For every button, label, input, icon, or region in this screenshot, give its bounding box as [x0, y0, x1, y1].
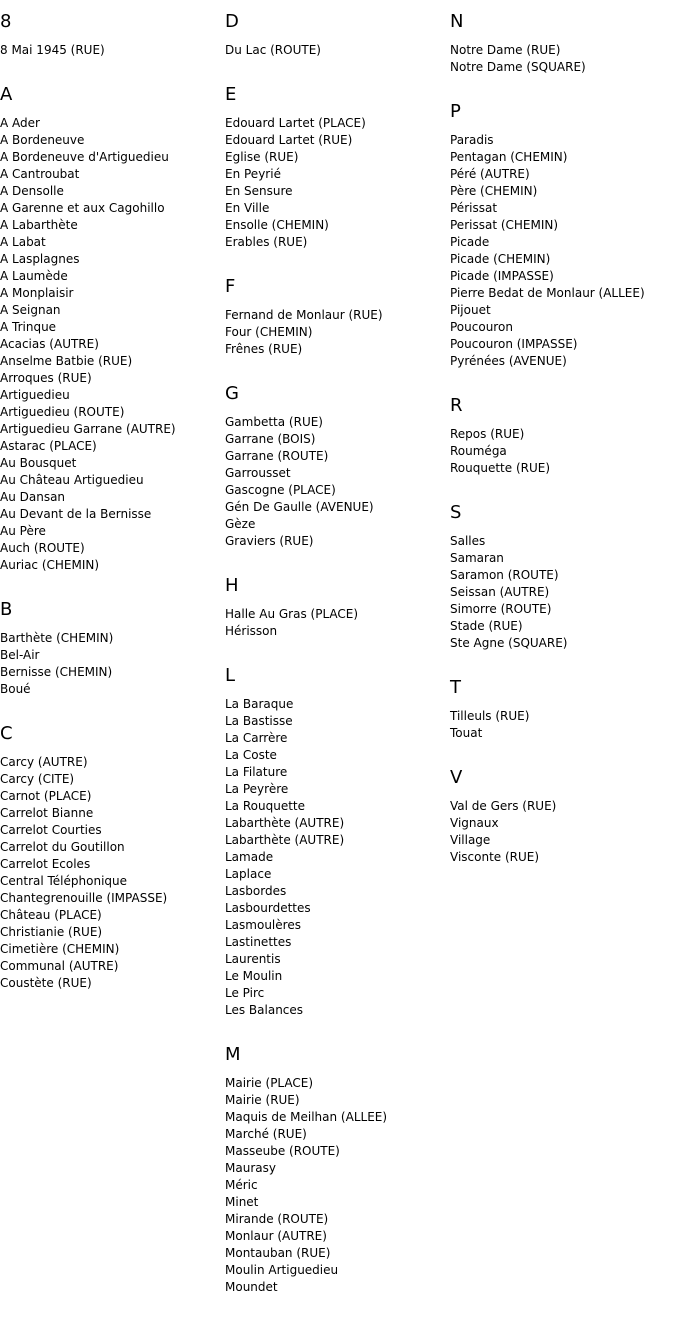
street-list-item: Hérisson — [225, 624, 278, 638]
street-list-item: En Ville — [225, 201, 270, 215]
street-list — [0, 115, 220, 574]
section-letter-heading: D — [225, 11, 239, 32]
street-list-item: A Bordeneuve — [0, 133, 85, 147]
street-list-item: Méric — [225, 1178, 258, 1192]
street-list-item: Artiguedieu Garrane (AUTRE) — [0, 422, 176, 436]
street-list-item: A Seignan — [0, 303, 61, 317]
letter-section — [0, 723, 220, 992]
street-list-item: Notre Dame (RUE) — [450, 43, 561, 57]
street-list-item: Moundet — [225, 1280, 278, 1294]
street-list-item: Val de Gers (RUE) — [450, 799, 557, 813]
street-list-item: Gambetta (RUE) — [225, 415, 323, 429]
street-list-item: Artiguedieu (ROUTE) — [0, 405, 125, 419]
letter-section — [225, 575, 445, 640]
street-list-item: Anselme Batbie (RUE) — [0, 354, 133, 368]
letter-section — [450, 502, 670, 652]
section-letter-heading: M — [225, 1044, 241, 1065]
street-list-item: La Peyrère — [225, 782, 289, 796]
street-list-item: Ste Agne (SQUARE) — [450, 636, 568, 650]
street-list-item: La Filature — [225, 765, 288, 779]
street-list — [450, 533, 670, 652]
street-list-item: La Bastisse — [225, 714, 293, 728]
street-list-item: Samaran — [450, 551, 504, 565]
street-list-item: Vignaux — [450, 816, 499, 830]
street-list-item: Visconte (RUE) — [450, 850, 540, 864]
street-list-item: A Lasplagnes — [0, 252, 80, 266]
street-list-item: Ensolle (CHEMIN) — [225, 218, 329, 232]
section-letter-heading: E — [225, 84, 237, 105]
street-list-item: Carnot (PLACE) — [0, 789, 92, 803]
street-list-item: A Garenne et aux Cagohillo — [0, 201, 165, 215]
street-list-item: Barthète (CHEMIN) — [0, 631, 114, 645]
street-list-item: Les Balances — [225, 1003, 304, 1017]
street-list-item: Salles — [450, 534, 486, 548]
street-list-item: Notre Dame (SQUARE) — [450, 60, 586, 74]
street-list-item: Touat — [450, 726, 483, 740]
street-list-item: Au Père — [0, 524, 46, 538]
street-list-item: A Ader — [0, 116, 40, 130]
street-list-item: Seissan (AUTRE) — [450, 585, 550, 599]
street-list-item: En Sensure — [225, 184, 293, 198]
street-list-item: Garrane (BOIS) — [225, 432, 316, 446]
street-list-item: Fernand de Monlaur (RUE) — [225, 308, 383, 322]
section-letter-heading: P — [450, 101, 461, 122]
street-list-item: Four (CHEMIN) — [225, 325, 313, 339]
letter-section — [0, 599, 220, 698]
street-list — [0, 630, 220, 698]
street-list-item: Père (CHEMIN) — [450, 184, 538, 198]
street-list — [450, 132, 670, 370]
letter-section — [225, 84, 445, 251]
street-list-item: Lasbordes — [225, 884, 287, 898]
street-list-item: Village — [450, 833, 491, 847]
street-list-item: Carrelot Courties — [0, 823, 102, 837]
street-list-item: A Cantroubat — [0, 167, 80, 181]
street-list-item: Du Lac (ROUTE) — [225, 43, 321, 57]
street-list-item: Carrelot Ecoles — [0, 857, 91, 871]
street-list-item: A Monplaisir — [0, 286, 74, 300]
street-list-item: Pierre Bedat de Monlaur (ALLEE) — [450, 286, 645, 300]
street-list-item: Moulin Artiguedieu — [225, 1263, 339, 1277]
street-list-item: Masseube (ROUTE) — [225, 1144, 340, 1158]
street-list-item: Repos (RUE) — [450, 427, 525, 441]
street-list-item: Communal (AUTRE) — [0, 959, 119, 973]
section-letter-heading: R — [450, 395, 463, 416]
street-list-item: Picade (IMPASSE) — [450, 269, 554, 283]
section-letter-heading: G — [225, 383, 239, 404]
street-list-item: Pyrénées (AVENUE) — [450, 354, 567, 368]
letter-section — [450, 767, 670, 866]
letter-section — [450, 101, 670, 370]
letter-section — [225, 383, 445, 550]
section-letter-heading: L — [225, 665, 236, 686]
street-list-item: Auch (ROUTE) — [0, 541, 85, 555]
street-list-item: Astarac (PLACE) — [0, 439, 97, 453]
street-list-item: Labarthète (AUTRE) — [225, 816, 345, 830]
street-list — [225, 606, 445, 640]
street-list-item: Mairie (PLACE) — [225, 1076, 314, 1090]
street-list-item: Marché (RUE) — [225, 1127, 307, 1141]
letter-section — [225, 276, 445, 358]
street-list-item: Edouard Lartet (RUE) — [225, 133, 353, 147]
street-list-item: 8 Mai 1945 (RUE) — [0, 43, 105, 57]
street-list-item: La Coste — [225, 748, 277, 762]
street-list-item: Pentagan (CHEMIN) — [450, 150, 568, 164]
street-list-item: Au Devant de la Bernisse — [0, 507, 152, 521]
street-list-item: En Peyrié — [225, 167, 281, 181]
street-list-item: Erables (RUE) — [225, 235, 308, 249]
street-list-item: Eglise (RUE) — [225, 150, 299, 164]
street-list-item: Frênes (RUE) — [225, 342, 303, 356]
street-list-item: Christianie (RUE) — [0, 925, 103, 939]
street-list — [225, 1075, 445, 1296]
street-list-item: Château (PLACE) — [0, 908, 102, 922]
street-list — [225, 414, 445, 550]
street-list — [0, 42, 220, 59]
street-list-item: Lamade — [225, 850, 274, 864]
street-list-item: Gascogne (PLACE) — [225, 483, 336, 497]
section-letter-heading: B — [0, 599, 13, 620]
street-list-item: A Bordeneuve d'Artiguedieu — [0, 150, 169, 164]
section-letter-heading: N — [450, 11, 464, 32]
street-list-item: Carcy (AUTRE) — [0, 755, 88, 769]
street-list-item: Boué — [0, 682, 31, 696]
street-list-item: Monlaur (AUTRE) — [225, 1229, 327, 1243]
letter-section — [225, 11, 445, 59]
street-index-column-3 — [450, 11, 670, 891]
street-list-item: Carrelot du Goutillon — [0, 840, 125, 854]
street-list-item: Stade (RUE) — [450, 619, 523, 633]
street-list-item: Au Château Artiguedieu — [0, 473, 144, 487]
street-list-item: A Laumède — [0, 269, 68, 283]
section-letter-heading: S — [450, 502, 462, 523]
street-list-item: Perissat (CHEMIN) — [450, 218, 559, 232]
street-list — [450, 426, 670, 477]
street-list-item: Tilleuls (RUE) — [450, 709, 530, 723]
section-letter-heading: F — [225, 276, 236, 297]
street-list-item: Pijouet — [450, 303, 491, 317]
street-list-item: Garrousset — [225, 466, 291, 480]
street-list-item: Laurentis — [225, 952, 281, 966]
street-list-item: Le Moulin — [225, 969, 283, 983]
street-list — [450, 798, 670, 866]
street-list-item: Poucouron (IMPASSE) — [450, 337, 578, 351]
letter-section — [450, 11, 670, 76]
street-list-item: Au Bousquet — [0, 456, 77, 470]
street-list — [450, 708, 670, 742]
street-list-item: Laplace — [225, 867, 272, 881]
street-list-item: Rouquette (RUE) — [450, 461, 551, 475]
street-list-item: Auriac (CHEMIN) — [0, 558, 100, 572]
street-list-item: Gèze — [225, 517, 256, 531]
letter-section — [450, 395, 670, 477]
letter-section — [0, 84, 220, 574]
street-list-item: Saramon (ROUTE) — [450, 568, 559, 582]
street-list — [225, 42, 445, 59]
street-list-item: Artiguedieu — [0, 388, 70, 402]
section-letter-heading: H — [225, 575, 239, 596]
street-list-item: Péré (AUTRE) — [450, 167, 530, 181]
street-list-item: Minet — [225, 1195, 259, 1209]
street-list-item: Paradis — [450, 133, 494, 147]
street-list — [225, 696, 445, 1019]
street-list-item: A Labat — [0, 235, 46, 249]
street-list-item: Simorre (ROUTE) — [450, 602, 552, 616]
street-list-item: Cimetière (CHEMIN) — [0, 942, 120, 956]
street-list-item: Gén De Gaulle (AVENUE) — [225, 500, 374, 514]
street-list — [450, 42, 670, 76]
letter-section — [225, 1044, 445, 1296]
street-index-column-2 — [225, 11, 445, 1321]
street-list-item: Arroques (RUE) — [0, 371, 92, 385]
street-list-item: Carcy (CITE) — [0, 772, 75, 786]
street-list-item: Périssat — [450, 201, 498, 215]
street-list-item: Edouard Lartet (PLACE) — [225, 116, 366, 130]
street-list-item: A Trinque — [0, 320, 57, 334]
street-list-item: Poucouron — [450, 320, 513, 334]
street-list-item: Carrelot Bianne — [0, 806, 94, 820]
street-list-item: A Labarthète — [0, 218, 78, 232]
street-list-item: Bernisse (CHEMIN) — [0, 665, 113, 679]
street-list — [0, 754, 220, 992]
street-list — [225, 115, 445, 251]
street-list-item: Picade — [450, 235, 490, 249]
letter-section — [450, 677, 670, 742]
section-letter-heading: C — [0, 723, 13, 744]
section-letter-heading: T — [450, 677, 461, 698]
street-list-item: Maurasy — [225, 1161, 276, 1175]
street-list-item: Mirande (ROUTE) — [225, 1212, 329, 1226]
street-list-item: Lasbourdettes — [225, 901, 311, 915]
street-list-item: Lasmoulères — [225, 918, 301, 932]
street-list-item: La Carrère — [225, 731, 288, 745]
street-list-item: Halle Au Gras (PLACE) — [225, 607, 359, 621]
street-list-item: La Baraque — [225, 697, 294, 711]
letter-section — [225, 665, 445, 1019]
street-list-item: Bel-Air — [0, 648, 40, 662]
street-list-item: Maquis de Meilhan (ALLEE) — [225, 1110, 388, 1124]
street-list-item: Lastinettes — [225, 935, 292, 949]
section-letter-heading: 8 — [0, 11, 12, 32]
street-list-item: Mairie (RUE) — [225, 1093, 300, 1107]
street-list-item: Rouméga — [450, 444, 507, 458]
street-list-item: Chantegrenouille (IMPASSE) — [0, 891, 168, 905]
street-list-item: Garrane (ROUTE) — [225, 449, 329, 463]
street-list-item: Le Pirc — [225, 986, 265, 1000]
letter-section — [0, 11, 220, 59]
street-list-item: Picade (CHEMIN) — [450, 252, 551, 266]
street-list-item: Au Dansan — [0, 490, 66, 504]
street-list-item: Montauban (RUE) — [225, 1246, 331, 1260]
section-letter-heading: V — [450, 767, 463, 788]
street-list-item: Acacias (AUTRE) — [0, 337, 99, 351]
street-list-item: A Densolle — [0, 184, 64, 198]
street-list-item: Coustète (RUE) — [0, 976, 92, 990]
street-list-item: Graviers (RUE) — [225, 534, 314, 548]
street-index-column-1 — [0, 11, 220, 1017]
street-list-item: Central Téléphonique — [0, 874, 128, 888]
street-list-item: Labarthète (AUTRE) — [225, 833, 345, 847]
section-letter-heading: A — [0, 84, 13, 105]
street-list-item: La Rouquette — [225, 799, 305, 813]
street-list — [225, 307, 445, 358]
